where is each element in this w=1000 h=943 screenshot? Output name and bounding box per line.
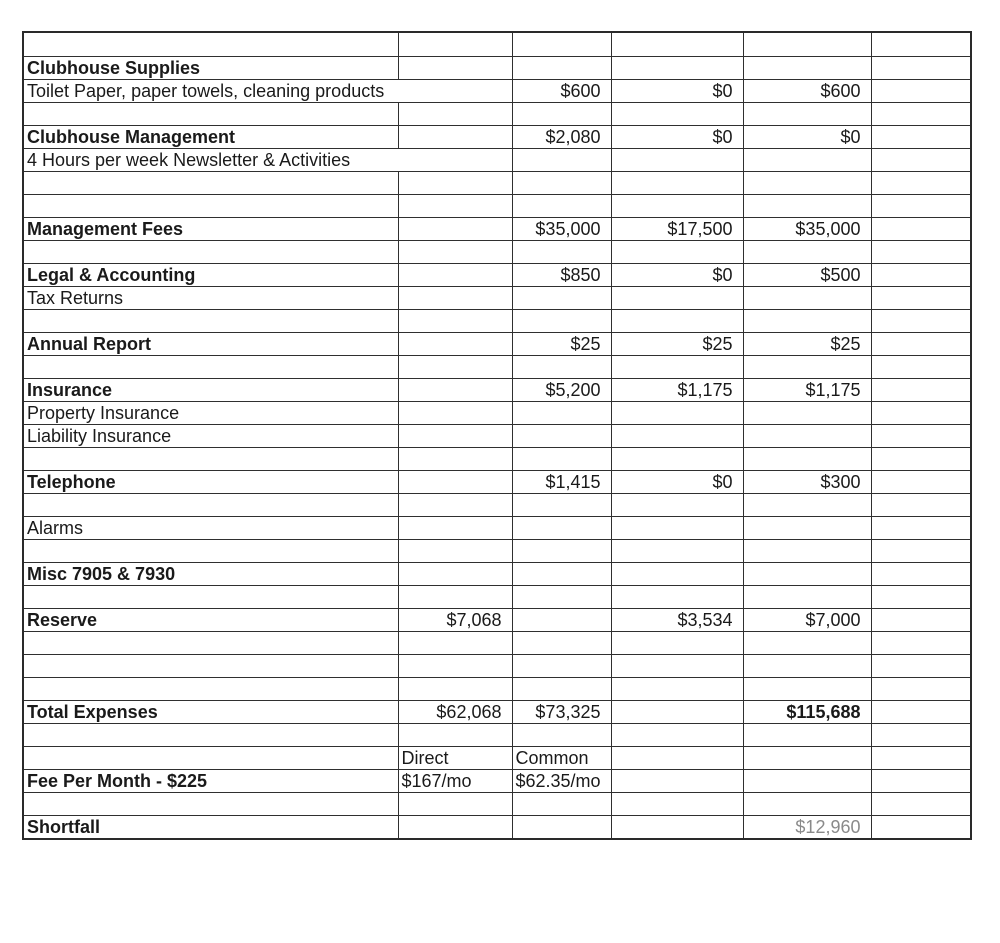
common-cell bbox=[512, 56, 611, 79]
col3-cell bbox=[611, 677, 743, 700]
col3-cell bbox=[611, 631, 743, 654]
col5-cell bbox=[871, 148, 970, 171]
common-cell bbox=[512, 792, 611, 815]
col3-cell: $0 bbox=[611, 79, 743, 102]
row-label: Telephone bbox=[24, 470, 398, 493]
col3-cell bbox=[611, 171, 743, 194]
table-row bbox=[24, 585, 970, 608]
col5-cell bbox=[871, 516, 970, 539]
col5-cell bbox=[871, 769, 970, 792]
common-cell bbox=[512, 585, 611, 608]
col3-cell bbox=[611, 746, 743, 769]
col4-cell: $115,688 bbox=[743, 700, 871, 723]
col4-cell bbox=[743, 516, 871, 539]
table-row bbox=[24, 769, 970, 792]
row-label bbox=[24, 33, 398, 56]
col5-cell bbox=[871, 378, 970, 401]
table-row bbox=[24, 263, 970, 286]
common-cell bbox=[512, 516, 611, 539]
col5-cell bbox=[871, 608, 970, 631]
table-row bbox=[24, 125, 970, 148]
row-label bbox=[24, 654, 398, 677]
table-row bbox=[24, 355, 970, 378]
col4-cell bbox=[743, 792, 871, 815]
table-row bbox=[24, 424, 970, 447]
row-label bbox=[24, 746, 398, 769]
direct-cell bbox=[398, 447, 512, 470]
col3-cell: $0 bbox=[611, 263, 743, 286]
col4-cell bbox=[743, 769, 871, 792]
col5-cell bbox=[871, 677, 970, 700]
col4-cell bbox=[743, 102, 871, 125]
col4-cell bbox=[743, 240, 871, 263]
row-label: Property Insurance bbox=[24, 401, 398, 424]
row-label: Total Expenses bbox=[24, 700, 398, 723]
table-row bbox=[24, 562, 970, 585]
common-cell bbox=[512, 539, 611, 562]
col3-cell bbox=[611, 56, 743, 79]
direct-cell bbox=[398, 217, 512, 240]
common-cell bbox=[512, 194, 611, 217]
table-row bbox=[24, 631, 970, 654]
col5-cell bbox=[871, 447, 970, 470]
common-cell bbox=[512, 355, 611, 378]
direct-cell bbox=[398, 401, 512, 424]
col5-cell bbox=[871, 746, 970, 769]
common-cell bbox=[512, 447, 611, 470]
col4-cell bbox=[743, 654, 871, 677]
col4-cell: $300 bbox=[743, 470, 871, 493]
common-cell: $1,415 bbox=[512, 470, 611, 493]
table-row bbox=[24, 654, 970, 677]
direct-cell: $7,068 bbox=[398, 608, 512, 631]
table-row bbox=[24, 723, 970, 746]
col5-cell bbox=[871, 217, 970, 240]
row-label: 4 Hours per week Newsletter & Activities bbox=[24, 148, 398, 171]
col4-cell bbox=[743, 355, 871, 378]
row-label bbox=[24, 723, 398, 746]
table-row bbox=[24, 102, 970, 125]
common-cell: $600 bbox=[512, 79, 611, 102]
col5-cell bbox=[871, 470, 970, 493]
table-row bbox=[24, 378, 970, 401]
table-row bbox=[24, 240, 970, 263]
col3-cell: $17,500 bbox=[611, 217, 743, 240]
table-row bbox=[24, 493, 970, 516]
col3-cell bbox=[611, 792, 743, 815]
col3-cell bbox=[611, 286, 743, 309]
table-row bbox=[24, 309, 970, 332]
table-row bbox=[24, 470, 970, 493]
direct-cell: Direct bbox=[398, 746, 512, 769]
direct-cell bbox=[398, 815, 512, 838]
row-label: Shortfall bbox=[24, 815, 398, 838]
table-row bbox=[24, 401, 970, 424]
table-row bbox=[24, 539, 970, 562]
row-label: Alarms bbox=[24, 516, 398, 539]
col3-cell bbox=[611, 769, 743, 792]
table-row bbox=[24, 815, 970, 838]
col3-cell bbox=[611, 815, 743, 838]
col4-cell bbox=[743, 631, 871, 654]
col5-cell bbox=[871, 194, 970, 217]
row-label: Tax Returns bbox=[24, 286, 398, 309]
col4-cell bbox=[743, 493, 871, 516]
col5-cell bbox=[871, 332, 970, 355]
direct-cell bbox=[398, 424, 512, 447]
col4-cell bbox=[743, 746, 871, 769]
col4-cell bbox=[743, 148, 871, 171]
col5-cell bbox=[871, 792, 970, 815]
direct-cell bbox=[398, 677, 512, 700]
row-label bbox=[24, 631, 398, 654]
direct-cell bbox=[398, 102, 512, 125]
col3-cell bbox=[611, 539, 743, 562]
table-row bbox=[24, 608, 970, 631]
common-cell bbox=[512, 309, 611, 332]
direct-cell bbox=[398, 470, 512, 493]
common-cell: $25 bbox=[512, 332, 611, 355]
row-label bbox=[24, 171, 398, 194]
common-cell bbox=[512, 240, 611, 263]
col3-cell bbox=[611, 700, 743, 723]
row-label bbox=[24, 355, 398, 378]
direct-cell bbox=[398, 148, 512, 171]
row-label bbox=[24, 493, 398, 516]
budget-table-body bbox=[24, 33, 970, 838]
direct-cell bbox=[398, 194, 512, 217]
row-label: Reserve bbox=[24, 608, 398, 631]
col4-cell: $1,175 bbox=[743, 378, 871, 401]
row-label: Fee Per Month - $225 bbox=[24, 769, 398, 792]
col5-cell bbox=[871, 700, 970, 723]
col5-cell bbox=[871, 654, 970, 677]
col5-cell bbox=[871, 125, 970, 148]
row-label bbox=[24, 792, 398, 815]
col3-cell bbox=[611, 355, 743, 378]
common-cell: $5,200 bbox=[512, 378, 611, 401]
direct-cell bbox=[398, 263, 512, 286]
table-row bbox=[24, 194, 970, 217]
common-cell bbox=[512, 677, 611, 700]
col4-cell bbox=[743, 539, 871, 562]
col4-cell bbox=[743, 401, 871, 424]
col4-cell: $35,000 bbox=[743, 217, 871, 240]
col5-cell bbox=[871, 79, 970, 102]
col5-cell bbox=[871, 102, 970, 125]
col5-cell bbox=[871, 401, 970, 424]
row-label: Insurance bbox=[24, 378, 398, 401]
col3-cell bbox=[611, 585, 743, 608]
col4-cell bbox=[743, 286, 871, 309]
table-row bbox=[24, 332, 970, 355]
col3-cell bbox=[611, 447, 743, 470]
row-label: Misc 7905 & 7930 bbox=[24, 562, 398, 585]
common-cell: $73,325 bbox=[512, 700, 611, 723]
table-row bbox=[24, 148, 970, 171]
col3-cell bbox=[611, 309, 743, 332]
col5-cell bbox=[871, 171, 970, 194]
col3-cell: $3,534 bbox=[611, 608, 743, 631]
col4-cell: $600 bbox=[743, 79, 871, 102]
col5-cell bbox=[871, 424, 970, 447]
col4-cell bbox=[743, 424, 871, 447]
table-row bbox=[24, 79, 970, 102]
table-row bbox=[24, 171, 970, 194]
table-row bbox=[24, 447, 970, 470]
col3-cell bbox=[611, 240, 743, 263]
col3-cell bbox=[611, 723, 743, 746]
col3-cell bbox=[611, 194, 743, 217]
col4-cell: $25 bbox=[743, 332, 871, 355]
common-cell bbox=[512, 171, 611, 194]
col5-cell bbox=[871, 493, 970, 516]
col3-cell bbox=[611, 424, 743, 447]
common-cell bbox=[512, 654, 611, 677]
common-cell bbox=[512, 102, 611, 125]
direct-cell bbox=[398, 654, 512, 677]
direct-cell bbox=[398, 493, 512, 516]
col4-cell: $7,000 bbox=[743, 608, 871, 631]
budget-sheet bbox=[22, 31, 972, 840]
row-label: Clubhouse Management bbox=[24, 125, 398, 148]
col5-cell bbox=[871, 562, 970, 585]
col4-cell bbox=[743, 723, 871, 746]
common-cell bbox=[512, 148, 611, 171]
col4-cell bbox=[743, 194, 871, 217]
col3-cell: $1,175 bbox=[611, 378, 743, 401]
direct-cell bbox=[398, 309, 512, 332]
common-cell bbox=[512, 815, 611, 838]
direct-cell bbox=[398, 355, 512, 378]
col3-cell bbox=[611, 516, 743, 539]
col3-cell bbox=[611, 562, 743, 585]
direct-cell bbox=[398, 286, 512, 309]
col3-cell bbox=[611, 148, 743, 171]
table-row bbox=[24, 217, 970, 240]
col4-cell bbox=[743, 677, 871, 700]
table-row bbox=[24, 516, 970, 539]
col3-cell bbox=[611, 654, 743, 677]
direct-cell bbox=[398, 631, 512, 654]
common-cell bbox=[512, 562, 611, 585]
common-cell bbox=[512, 401, 611, 424]
row-label: Liability Insurance bbox=[24, 424, 398, 447]
direct-cell bbox=[398, 516, 512, 539]
row-label bbox=[24, 194, 398, 217]
row-label bbox=[24, 447, 398, 470]
common-cell bbox=[512, 286, 611, 309]
row-label bbox=[24, 585, 398, 608]
row-label: Toilet Paper, paper towels, cleaning products bbox=[24, 79, 398, 102]
direct-cell bbox=[398, 240, 512, 263]
common-cell bbox=[512, 631, 611, 654]
col3-cell: $0 bbox=[611, 125, 743, 148]
common-cell: $2,080 bbox=[512, 125, 611, 148]
direct-cell bbox=[398, 171, 512, 194]
col5-cell bbox=[871, 56, 970, 79]
col4-cell: $12,960 bbox=[743, 815, 871, 838]
direct-cell bbox=[398, 585, 512, 608]
common-cell bbox=[512, 608, 611, 631]
col4-cell bbox=[743, 585, 871, 608]
col3-cell bbox=[611, 401, 743, 424]
direct-cell bbox=[398, 125, 512, 148]
budget-table bbox=[24, 33, 970, 838]
col4-cell bbox=[743, 171, 871, 194]
table-row bbox=[24, 286, 970, 309]
table-row bbox=[24, 700, 970, 723]
direct-cell bbox=[398, 723, 512, 746]
table-row bbox=[24, 746, 970, 769]
direct-cell bbox=[398, 792, 512, 815]
row-label: Clubhouse Supplies bbox=[24, 56, 398, 79]
direct-cell bbox=[398, 79, 512, 102]
row-label bbox=[24, 240, 398, 263]
direct-cell bbox=[398, 539, 512, 562]
col5-cell bbox=[871, 309, 970, 332]
col5-cell bbox=[871, 286, 970, 309]
row-label bbox=[24, 102, 398, 125]
col5-cell bbox=[871, 631, 970, 654]
common-cell: $850 bbox=[512, 263, 611, 286]
row-label: Management Fees bbox=[24, 217, 398, 240]
direct-cell: $167/mo bbox=[398, 769, 512, 792]
col3-cell: $25 bbox=[611, 332, 743, 355]
col4-cell bbox=[743, 33, 871, 56]
col4-cell bbox=[743, 56, 871, 79]
direct-cell bbox=[398, 56, 512, 79]
common-cell: $62.35/mo bbox=[512, 769, 611, 792]
col4-cell: $0 bbox=[743, 125, 871, 148]
row-label: Legal & Accounting bbox=[24, 263, 398, 286]
col5-cell bbox=[871, 585, 970, 608]
col5-cell bbox=[871, 539, 970, 562]
col4-cell bbox=[743, 309, 871, 332]
direct-cell bbox=[398, 33, 512, 56]
common-cell bbox=[512, 723, 611, 746]
table-row bbox=[24, 33, 970, 56]
col5-cell bbox=[871, 263, 970, 286]
common-cell bbox=[512, 424, 611, 447]
direct-cell bbox=[398, 562, 512, 585]
table-row bbox=[24, 792, 970, 815]
direct-cell: $62,068 bbox=[398, 700, 512, 723]
common-cell bbox=[512, 33, 611, 56]
row-label: Annual Report bbox=[24, 332, 398, 355]
col5-cell bbox=[871, 355, 970, 378]
row-label bbox=[24, 677, 398, 700]
table-row bbox=[24, 56, 970, 79]
col5-cell bbox=[871, 723, 970, 746]
col5-cell bbox=[871, 33, 970, 56]
row-label bbox=[24, 309, 398, 332]
common-cell: Common bbox=[512, 746, 611, 769]
col4-cell bbox=[743, 447, 871, 470]
col4-cell bbox=[743, 562, 871, 585]
col3-cell bbox=[611, 102, 743, 125]
col3-cell: $0 bbox=[611, 470, 743, 493]
row-label bbox=[24, 539, 398, 562]
common-cell: $35,000 bbox=[512, 217, 611, 240]
col5-cell bbox=[871, 815, 970, 838]
col4-cell: $500 bbox=[743, 263, 871, 286]
direct-cell bbox=[398, 378, 512, 401]
common-cell bbox=[512, 493, 611, 516]
direct-cell bbox=[398, 332, 512, 355]
col3-cell bbox=[611, 33, 743, 56]
col3-cell bbox=[611, 493, 743, 516]
col5-cell bbox=[871, 240, 970, 263]
table-row bbox=[24, 677, 970, 700]
